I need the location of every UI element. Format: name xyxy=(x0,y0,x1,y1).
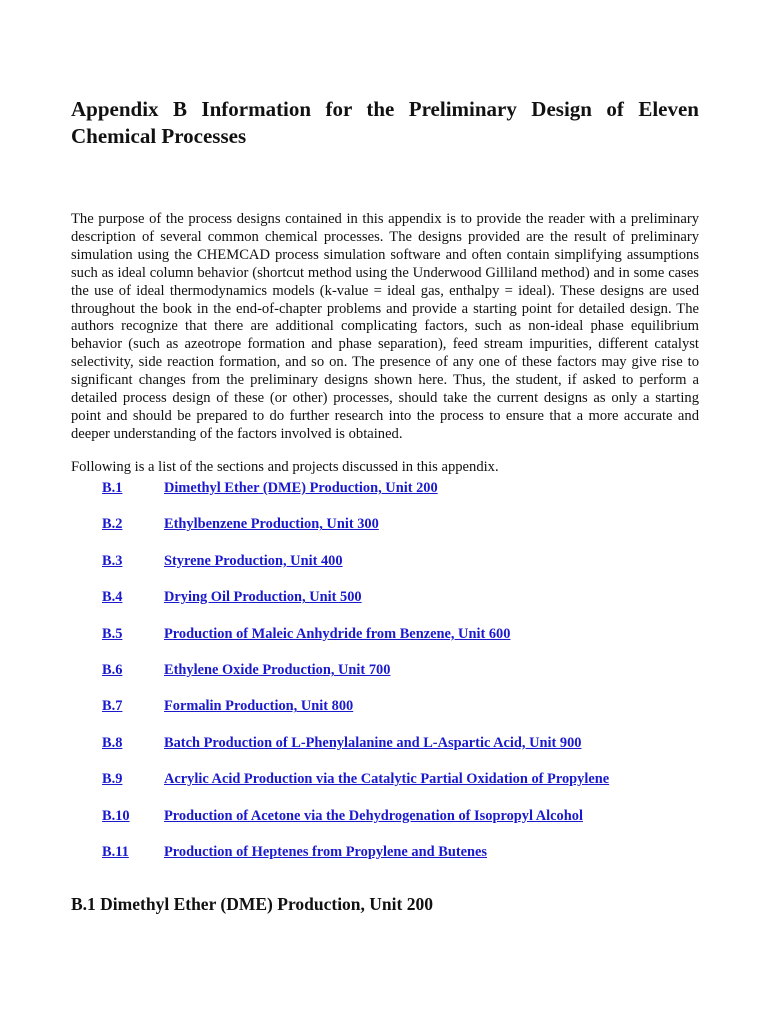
toc-link-b2-title[interactable]: Ethylbenzene Production, Unit 300 xyxy=(164,516,379,533)
page-title: Appendix B Information for the Preliminary Design of Eleven Chemical Processes xyxy=(71,97,699,148)
toc-item xyxy=(102,661,609,697)
toc-link-b3-number[interactable]: B.3 xyxy=(102,552,123,569)
section-heading-b1: B.1 Dimethyl Ether (DME) Production, Unit 200 xyxy=(71,894,433,914)
toc-link-b1-number[interactable]: B.1 xyxy=(102,480,123,496)
toc-link-b5-title[interactable]: Production of Maleic Anhydride from Benzene, Unit 600 xyxy=(164,625,511,642)
toc-link-b5-number[interactable]: B.5 xyxy=(102,625,123,642)
toc-link-b2-number[interactable]: B.2 xyxy=(102,516,123,533)
toc-item xyxy=(102,552,609,588)
toc-item xyxy=(102,734,609,770)
toc-link-b7-number[interactable]: B.7 xyxy=(102,698,123,715)
intro-paragraph: The purpose of the process designs contained in this appendix is to provide the reader with a preliminary description of several common chemical processes. The designs provided are the result of preliminary simulation using the CHEMCAD process simulation software and often contain simplifying assumptions such as ideal column behavior (shortcut method using the Underwood Gilliland method) and in some cases the use of ideal thermodynamics models (k-value = ideal gas, enthalpy = ideal). These designs are used throughout the book in the end-of-chapter problems and provide a starting point for detailed design. The authors recognize that there are additional complicating factors, such as non-ideal phase equilibrium behavior (such as azeotrope formation and phase separation), feed stream impurities, different catalyst selectivity, side reaction formation, and so on. The presence of any one of these factors may give rise to significant changes from the preliminary designs shown here. Thus, the student, if asked to perform a detailed process design of these (or other) processes, should take the current designs as only a starting point and should be prepared to do further research into the process to ensure that a more accurate and deeper understanding of the factors involved is obtained. xyxy=(71,211,699,442)
toc-item xyxy=(102,625,609,661)
toc-link-b9-number[interactable]: B.9 xyxy=(102,771,123,788)
toc-link-b9-title[interactable]: Acrylic Acid Production via the Catalytic Partial Oxidation of Propylene xyxy=(164,771,610,788)
table-of-contents xyxy=(102,479,609,879)
toc-link-b4-number[interactable]: B.4 xyxy=(102,589,123,606)
toc-link-b10-number[interactable]: B.10 xyxy=(102,807,130,824)
toc-item xyxy=(102,588,609,624)
toc-item xyxy=(102,515,609,551)
toc-link-b11-number[interactable]: B.11 xyxy=(102,843,129,860)
toc-link-b4-title[interactable]: Drying Oil Production, Unit 500 xyxy=(164,589,362,606)
toc-link-b10-title[interactable]: Production of Acetone via the Dehydrogenation of Isopropyl Alcohol xyxy=(164,807,583,824)
toc-link-b11-title[interactable]: Production of Heptenes from Propylene and Butenes xyxy=(164,843,487,860)
toc-link-b8-title[interactable]: Batch Production of L-Phenylalanine and L-Aspartic Acid, Unit 900 xyxy=(164,734,582,751)
toc-link-b1-title[interactable]: Dimethyl Ether (DME) Production, Unit 200 xyxy=(164,480,438,496)
toc-item xyxy=(102,479,609,515)
toc-link-b8-number[interactable]: B.8 xyxy=(102,734,123,751)
toc-item xyxy=(102,807,609,843)
toc-item xyxy=(102,770,609,806)
toc-link-b6-number[interactable]: B.6 xyxy=(102,661,123,678)
toc-link-b6-title[interactable]: Ethylene Oxide Production, Unit 700 xyxy=(164,661,391,678)
toc-link-b3-title[interactable]: Styrene Production, Unit 400 xyxy=(164,552,343,569)
toc-item xyxy=(102,843,609,879)
list-intro: Following is a list of the sections and projects discussed in this appendix. xyxy=(71,459,499,475)
toc-link-b7-title[interactable]: Formalin Production, Unit 800 xyxy=(164,698,354,715)
toc-item xyxy=(102,697,609,733)
